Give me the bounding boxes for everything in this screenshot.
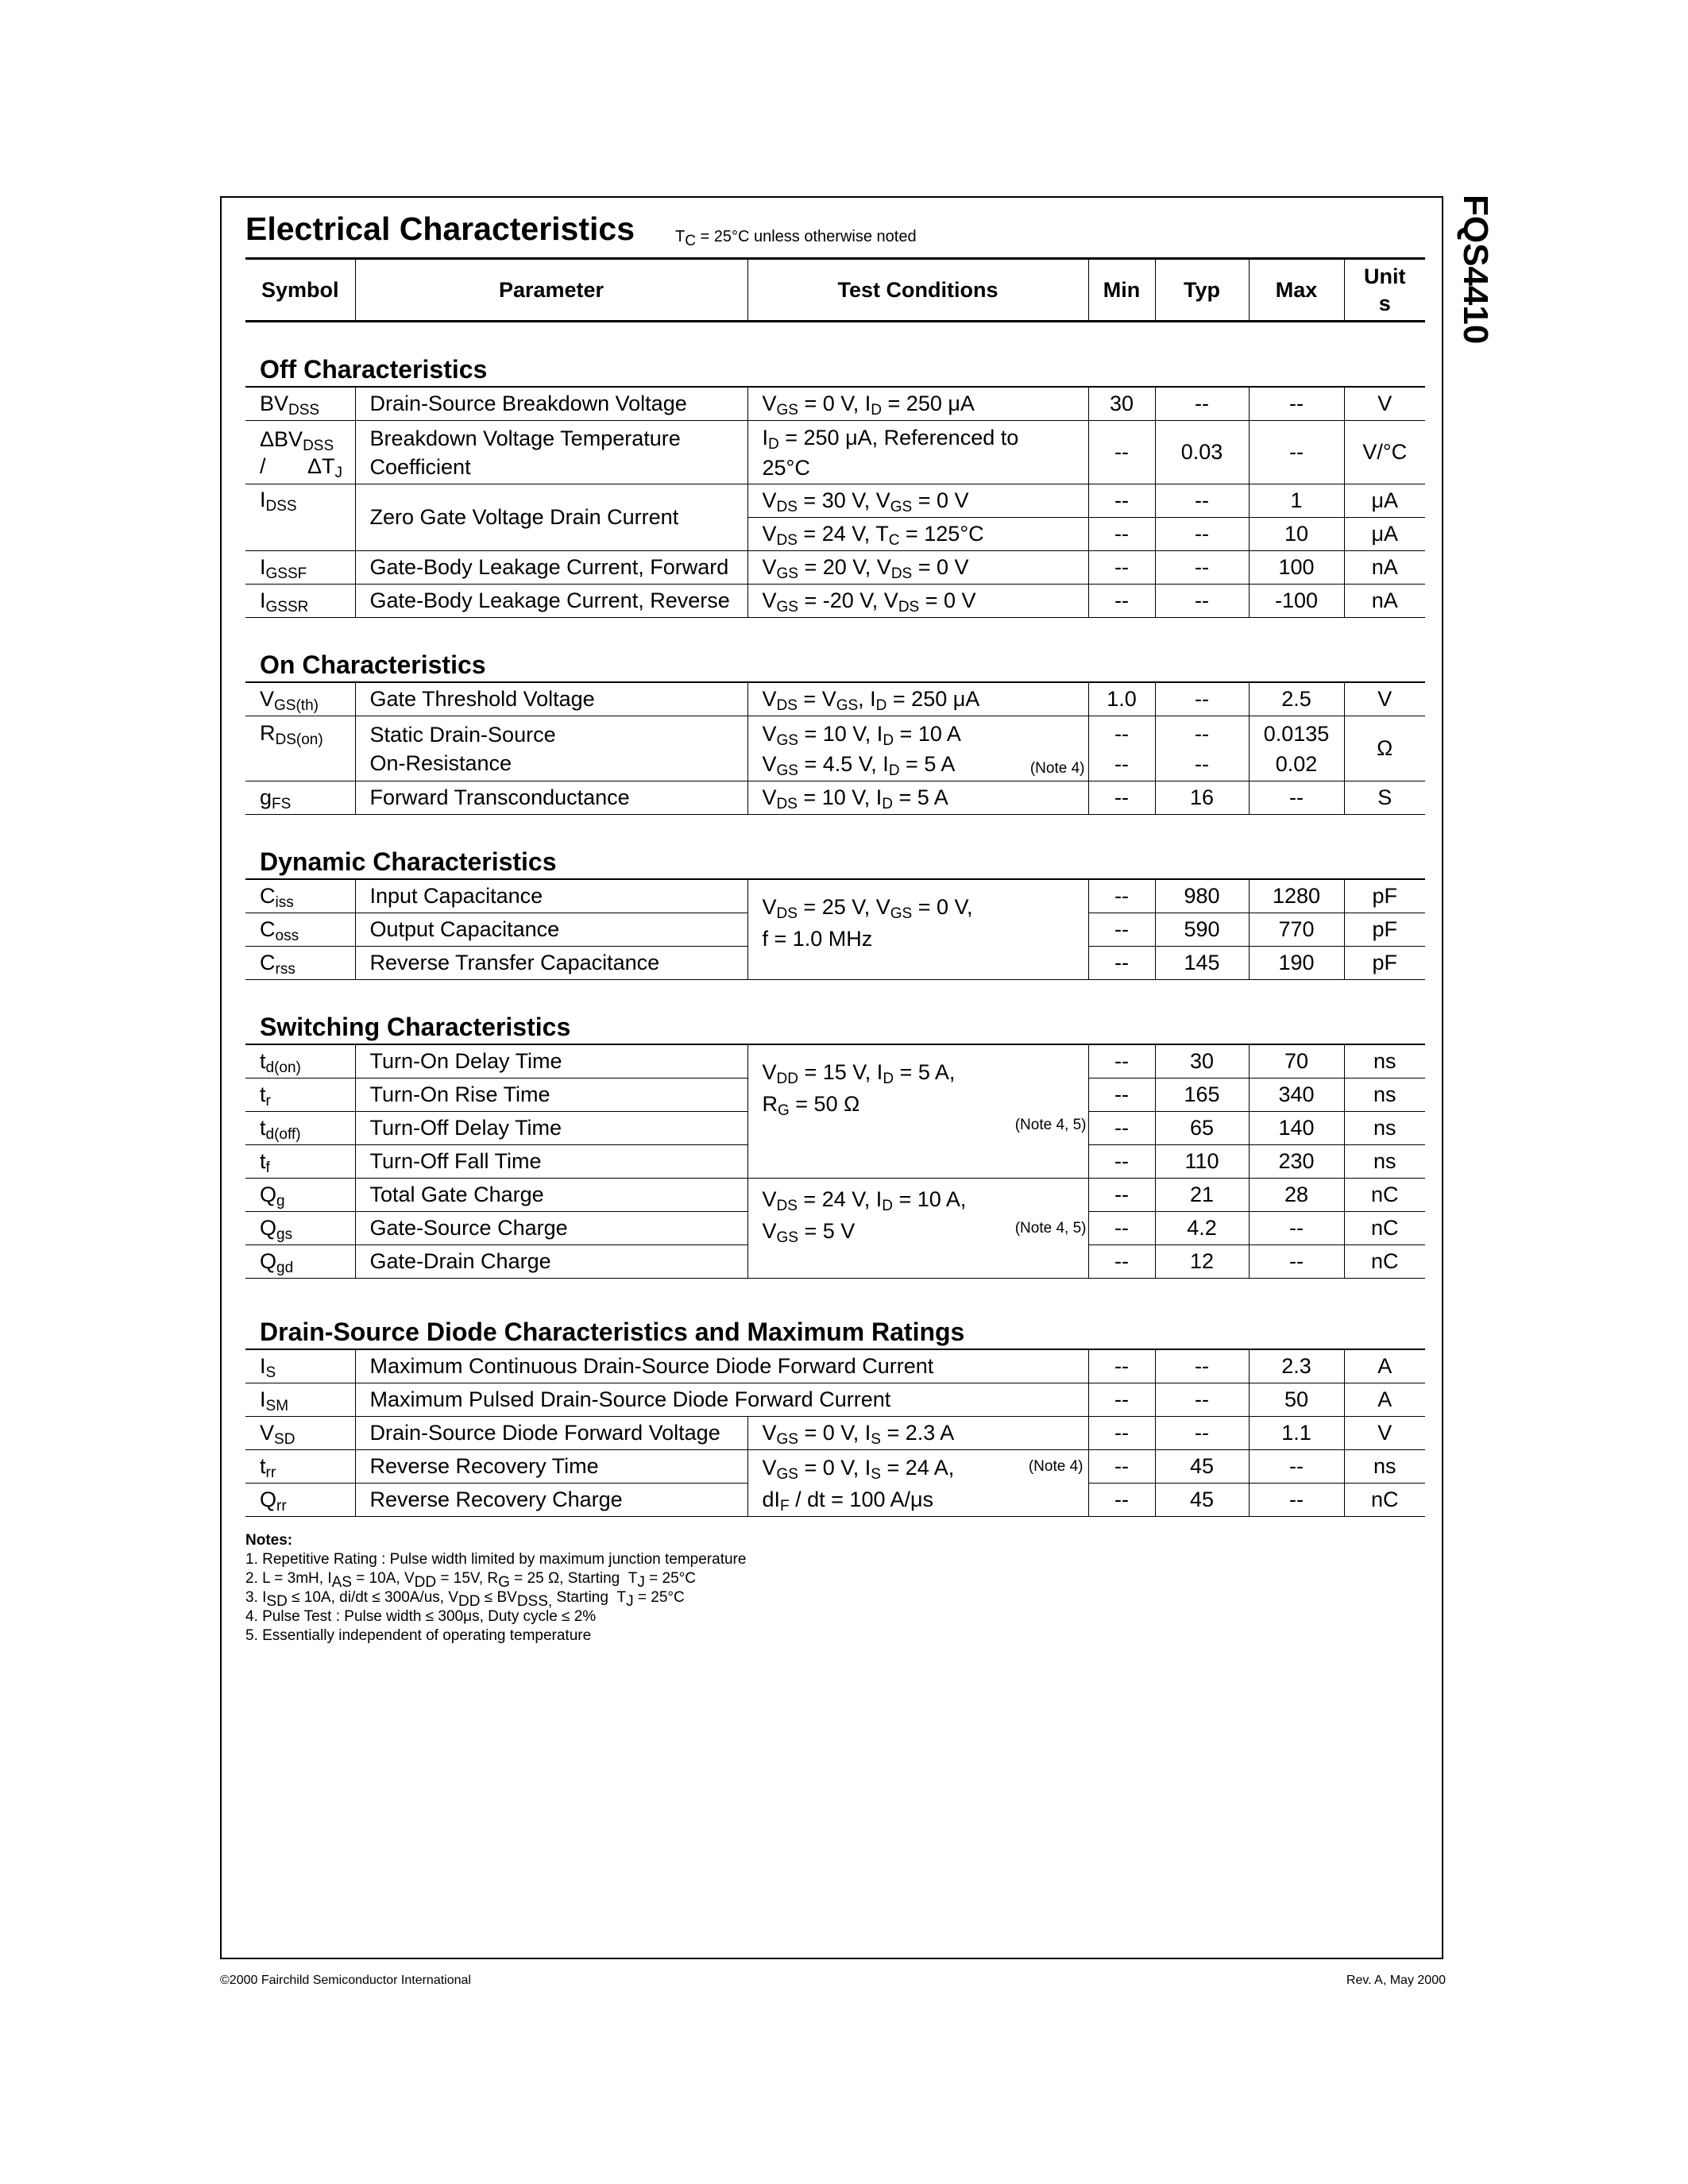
table-row [245, 585, 1425, 618]
col-header-typ: Typ [1155, 259, 1249, 322]
cell-min: -- [1088, 585, 1155, 618]
cell-parameter: Turn-Off Delay Time [355, 1112, 747, 1145]
cell-symbol: $t_{rr}$ [245, 1450, 355, 1484]
cell-unit: A [1344, 1349, 1425, 1383]
cell-symbol: $Q_{gs}$ [245, 1212, 355, 1245]
cell-symbol: $C_{iss}$ [245, 879, 355, 913]
cell-unit: A [1344, 1383, 1425, 1417]
cell-unit: nC [1344, 1245, 1425, 1279]
cell-min: -- [1088, 518, 1155, 551]
cell-typ: -- [1155, 585, 1249, 618]
cell-conditions [747, 1179, 1088, 1279]
cell-max: -- [1249, 781, 1344, 815]
note-item: 3. $I_{SD} \le 10A$, di/dt ≤ 300A/us, $V_{DD} \le BV_{DSS,}$ Starting $T_J = 25^\circ C$ [245, 1589, 685, 1610]
cell-unit: ns [1344, 1145, 1425, 1179]
cell-typ: 145 [1155, 947, 1249, 980]
electrical-characteristics-table [245, 257, 1425, 1517]
cell-min: -- [1088, 484, 1155, 518]
page-title: Electrical Characteristics [245, 210, 635, 247]
cell-max: 0.0135 0.02 [1249, 716, 1344, 781]
cell-conditions [747, 716, 1088, 781]
cell-typ: -- [1155, 1349, 1249, 1383]
cell-unit: S [1344, 781, 1425, 815]
col-header-units: Unit s [1344, 259, 1425, 322]
cell-max: 70 [1249, 1044, 1344, 1078]
cell-max: -- [1249, 1484, 1344, 1517]
note-item: 2. L = 3mH, $I_{AS} = 10A$, $V_{DD} = 15V$, $R_G = 25$ Ω, Starting $T_J = 25^\circ C$ [245, 1570, 696, 1591]
cell-conditions [747, 1450, 1088, 1517]
cell-typ: 110 [1155, 1145, 1249, 1179]
cell-typ: -- [1155, 387, 1249, 421]
cell-parameter: Gate Threshold Voltage [355, 682, 747, 716]
cell-typ: 45 [1155, 1450, 1249, 1484]
cell-typ: 12 [1155, 1245, 1249, 1279]
section-diode [245, 1279, 1425, 1350]
section-dynamic [245, 815, 1425, 880]
section-title: Dynamic Characteristics [245, 815, 1425, 880]
table-row [245, 1349, 1425, 1383]
cell-parameter: Turn-Off Fall Time [355, 1145, 747, 1179]
col-header-min: Min [1088, 259, 1155, 322]
cell-max: 10 [1249, 518, 1344, 551]
cell-max: -- [1249, 1212, 1344, 1245]
cell-unit: ns [1344, 1078, 1425, 1112]
cell-min: -- [1088, 913, 1155, 947]
cell-symbol: $BV_{DSS}$ [245, 387, 355, 421]
cell-typ: 165 [1155, 1078, 1249, 1112]
cell-max: -- [1249, 387, 1344, 421]
cell-unit: nA [1344, 551, 1425, 585]
cell-symbol: $t_r$ [245, 1078, 355, 1112]
cell-min: -- [1088, 1417, 1155, 1450]
cell-typ: 0.03 [1155, 421, 1249, 484]
cell-max: 140 [1249, 1112, 1344, 1145]
part-number-vertical [1454, 195, 1501, 369]
part-number-text: FQS4410 [1456, 195, 1495, 345]
cell-parameter: Gate-Source Charge [355, 1212, 747, 1245]
cell-symbol: $t_{d(off)}$ [245, 1112, 355, 1145]
cell-conditions-text: $V_{DD} = 15$ V, $I_D = 5$ A, $R_G = 50$ Ω [762, 1060, 956, 1119]
cell-parameter: Input Capacitance [355, 879, 747, 913]
cell-symbol: $I_{SM}$ [245, 1383, 355, 1417]
cell-symbol: $t_{d(on)}$ [245, 1044, 355, 1078]
cell-typ: 980 [1155, 879, 1249, 913]
cell-max: 100 [1249, 551, 1344, 585]
note-reference: (Note 4, 5) [1014, 1117, 1087, 1133]
cell-symbol: $I_{DSS}$ [245, 484, 355, 551]
cell-max: -- [1249, 421, 1344, 484]
cell-min: -- [1088, 781, 1155, 815]
cell-typ: -- [1155, 551, 1249, 585]
cell-min: -- [1088, 421, 1155, 484]
cell-parameter: Total Gate Charge [355, 1179, 747, 1212]
cell-max: -100 [1249, 585, 1344, 618]
cell-min: -- [1088, 1245, 1155, 1279]
cell-typ: 65 [1155, 1112, 1249, 1145]
cell-parameter: Reverse Recovery Time [355, 1450, 747, 1484]
cell-max: -- [1249, 1245, 1344, 1279]
section-title: On Characteristics [245, 618, 1425, 683]
cell-parameter: Forward Transconductance [355, 781, 747, 815]
cell-typ: -- [1155, 1383, 1249, 1417]
cell-unit: pF [1344, 913, 1425, 947]
cell-min: -- [1088, 879, 1155, 913]
cell-typ: 590 [1155, 913, 1249, 947]
cell-unit: μA [1344, 518, 1425, 551]
cell-min: -- [1088, 1044, 1155, 1078]
col-header-test-conditions: Test Conditions [747, 259, 1088, 322]
cell-symbol: $g_{FS}$ [245, 781, 355, 815]
table-row [245, 387, 1425, 421]
cell-unit: ns [1344, 1112, 1425, 1145]
cell-parameter: Zero Gate Voltage Drain Current [355, 484, 747, 551]
section-switching [245, 980, 1425, 1045]
cell-conditions: $V_{DS} = 25$ V, $V_{GS} = 0$ V, f = 1.0 MHz [747, 879, 1088, 980]
cell-unit: pF [1344, 947, 1425, 980]
cell-symbol: $I_{GSSR}$ [245, 585, 355, 618]
section-title: Off Characteristics [245, 322, 1425, 388]
cell-min: -- [1088, 1212, 1155, 1245]
cell-unit: pF [1344, 879, 1425, 913]
cell-parameter: Maximum Pulsed Drain-Source Diode Forward Current [355, 1383, 1088, 1417]
cell-parameter: Static Drain-Source On-Resistance [355, 716, 747, 781]
table-row [245, 1179, 1425, 1212]
cell-max: 230 [1249, 1145, 1344, 1179]
cell-typ: -- [1155, 682, 1249, 716]
cell-max: 1 [1249, 484, 1344, 518]
cell-typ: 4.2 [1155, 1212, 1249, 1245]
note-reference: (Note 4) [1029, 760, 1085, 777]
cell-symbol: $C_{rss}$ [245, 947, 355, 980]
cell-conditions: $I_D = 250$ μA, Referenced to 25°C [747, 421, 1088, 484]
table-row [245, 484, 1425, 518]
col-header-symbol: Symbol [245, 259, 355, 322]
cell-parameter: Reverse Transfer Capacitance [355, 947, 747, 980]
cell-typ: -- [1155, 1417, 1249, 1450]
cell-symbol: $V_{GS(th)}$ [245, 682, 355, 716]
cell-conditions: $V_{GS} = 0$ V, $I_S = 2.3$ A [747, 1417, 1088, 1450]
cell-symbol: $Q_{rr}$ [245, 1484, 355, 1517]
cell-conditions: $V_{GS} = 0$ V, $I_D = 250$ μA [747, 387, 1088, 421]
cell-conditions [747, 1044, 1088, 1179]
table-row [245, 716, 1425, 781]
note-item: 5. Essentially independent of operating temperature [245, 1627, 592, 1644]
cell-conditions: $V_{GS} = 20$ V, $V_{DS} = 0$ V [747, 551, 1088, 585]
table-row [245, 682, 1425, 716]
cell-typ: 30 [1155, 1044, 1249, 1078]
cell-min: -- [1088, 551, 1155, 585]
cell-max: 1280 [1249, 879, 1344, 913]
cell-unit: V [1344, 1417, 1425, 1450]
cell-min: -- [1088, 947, 1155, 980]
cell-conditions: $V_{GS} = -20$ V, $V_{DS} = 0$ V [747, 585, 1088, 618]
cell-max: 2.5 [1249, 682, 1344, 716]
cell-parameter: Maximum Continuous Drain-Source Diode Forward Current [355, 1349, 1088, 1383]
cell-typ: 45 [1155, 1484, 1249, 1517]
section-off [245, 322, 1425, 388]
cell-max: -- [1249, 1450, 1344, 1484]
table-row [245, 1450, 1425, 1484]
table-row [245, 551, 1425, 585]
col-header-max: Max [1249, 259, 1344, 322]
cell-min: -- [1088, 1179, 1155, 1212]
cell-unit: V/°C [1344, 421, 1425, 484]
cell-typ: 16 [1155, 781, 1249, 815]
cell-symbol: $Q_{gd}$ [245, 1245, 355, 1279]
cell-unit: V [1344, 682, 1425, 716]
table-row [245, 421, 1425, 484]
table-row [245, 879, 1425, 913]
table-row [245, 1417, 1425, 1450]
cell-typ: 21 [1155, 1179, 1249, 1212]
cell-min: -- [1088, 1349, 1155, 1383]
cell-parameter: Turn-On Rise Time [355, 1078, 747, 1112]
cell-parameter: Breakdown Voltage Temperature Coefficient [355, 421, 747, 484]
cell-max: 50 [1249, 1383, 1344, 1417]
cell-typ: -- [1155, 518, 1249, 551]
cell-typ: -- -- [1155, 716, 1249, 781]
cell-symbol: $I_S$ [245, 1349, 355, 1383]
cell-unit: μA [1344, 484, 1425, 518]
cell-conditions-text: $V_{GS} = 10$ V, $I_D = 10$ A $V_{GS} = 4.5$ V, $I_D = 5$ A [762, 721, 961, 779]
table-row [245, 781, 1425, 815]
table-header-row [245, 259, 1425, 322]
cell-min: -- [1088, 1450, 1155, 1484]
cell-unit: V [1344, 387, 1425, 421]
cell-min: -- [1088, 1078, 1155, 1112]
cell-parameter: Turn-On Delay Time [355, 1044, 747, 1078]
cell-parameter: Gate-Drain Charge [355, 1245, 747, 1279]
cell-conditions: $V_{DS} = 30$ V, $V_{GS} = 0$ V [747, 484, 1088, 518]
cell-parameter: Drain-Source Breakdown Voltage [355, 387, 747, 421]
condition-note: $T_C = 25^\circ C$ unless otherwise noted [675, 228, 917, 249]
cell-symbol: $Q_g$ [245, 1179, 355, 1212]
section-title: Switching Characteristics [245, 980, 1425, 1045]
notes-block [245, 1531, 746, 1646]
cell-conditions-text: $V_{DS} = 24$ V, $I_D = 10$ A, $V_{GS} = 5$ V [762, 1187, 967, 1246]
cell-min: -- [1088, 1484, 1155, 1517]
note-item: 4. Pulse Test : Pulse width ≤ 300μs, Duty cycle ≤ 2% [245, 1608, 597, 1625]
cell-min: 30 [1088, 387, 1155, 421]
cell-symbol: $\Delta BV_{DSS}$ / $\Delta T_J$ [245, 421, 355, 484]
cell-unit: ns [1344, 1044, 1425, 1078]
footer-copyright: ©2000 Fairchild Semiconductor International [220, 1974, 471, 1987]
cell-unit: ns [1344, 1450, 1425, 1484]
cell-max: 28 [1249, 1179, 1344, 1212]
table-row [245, 1044, 1425, 1078]
cell-conditions: $V_{DS} = 24$ V, $T_C = 125^\circ C$ [747, 518, 1088, 551]
cell-parameter: Drain-Source Diode Forward Voltage [355, 1417, 747, 1450]
cell-unit: nC [1344, 1212, 1425, 1245]
cell-max: 340 [1249, 1078, 1344, 1112]
cell-max: 770 [1249, 913, 1344, 947]
cell-conditions: $V_{DS} = V_{GS}$, $I_D = 250$ μA [747, 682, 1088, 716]
cell-symbol: $C_{oss}$ [245, 913, 355, 947]
cell-symbol: $I_{GSSF}$ [245, 551, 355, 585]
note-reference: (Note 4) [1028, 1458, 1083, 1475]
cell-parameter: Reverse Recovery Charge [355, 1484, 747, 1517]
cell-conditions: $V_{DS} = 10$ V, $I_D = 5$ A [747, 781, 1088, 815]
section-on [245, 618, 1425, 683]
cell-symbol: $t_f$ [245, 1145, 355, 1179]
cell-unit: Ω [1344, 716, 1425, 781]
cell-conditions-text: $V_{GS} = 0$ V, $I_S = 24$ A, $dI_F$ / dt = 100 A/μs [762, 1456, 955, 1515]
cell-parameter: Output Capacitance [355, 913, 747, 947]
cell-unit: nC [1344, 1484, 1425, 1517]
cell-typ: -- [1155, 484, 1249, 518]
note-item: 1. Repetitive Rating : Pulse width limited by maximum junction temperature [245, 1551, 747, 1568]
cell-parameter: Gate-Body Leakage Current, Forward [355, 551, 747, 585]
cell-unit: nA [1344, 585, 1425, 618]
section-title: Drain-Source Diode Characteristics and Maximum Ratings [245, 1279, 1425, 1350]
cell-min: 1.0 [1088, 682, 1155, 716]
cell-min: -- [1088, 1145, 1155, 1179]
cell-symbol: $V_{SD}$ [245, 1417, 355, 1450]
cell-symbol: $R_{DS(on)}$ [245, 716, 355, 781]
cell-parameter: Gate-Body Leakage Current, Reverse [355, 585, 747, 618]
cell-min: -- [1088, 1383, 1155, 1417]
cell-min: -- -- [1088, 716, 1155, 781]
footer-revision: Rev. A, May 2000 [1346, 1974, 1446, 1987]
cell-max: 190 [1249, 947, 1344, 980]
table-row [245, 1383, 1425, 1417]
note-reference: (Note 4, 5) [1014, 1220, 1087, 1237]
cell-unit: nC [1344, 1179, 1425, 1212]
cell-min: -- [1088, 1112, 1155, 1145]
cell-max: 1.1 [1249, 1417, 1344, 1450]
cell-max: 2.3 [1249, 1349, 1344, 1383]
notes-title: Notes: [245, 1532, 293, 1549]
col-header-parameter: Parameter [355, 259, 747, 322]
